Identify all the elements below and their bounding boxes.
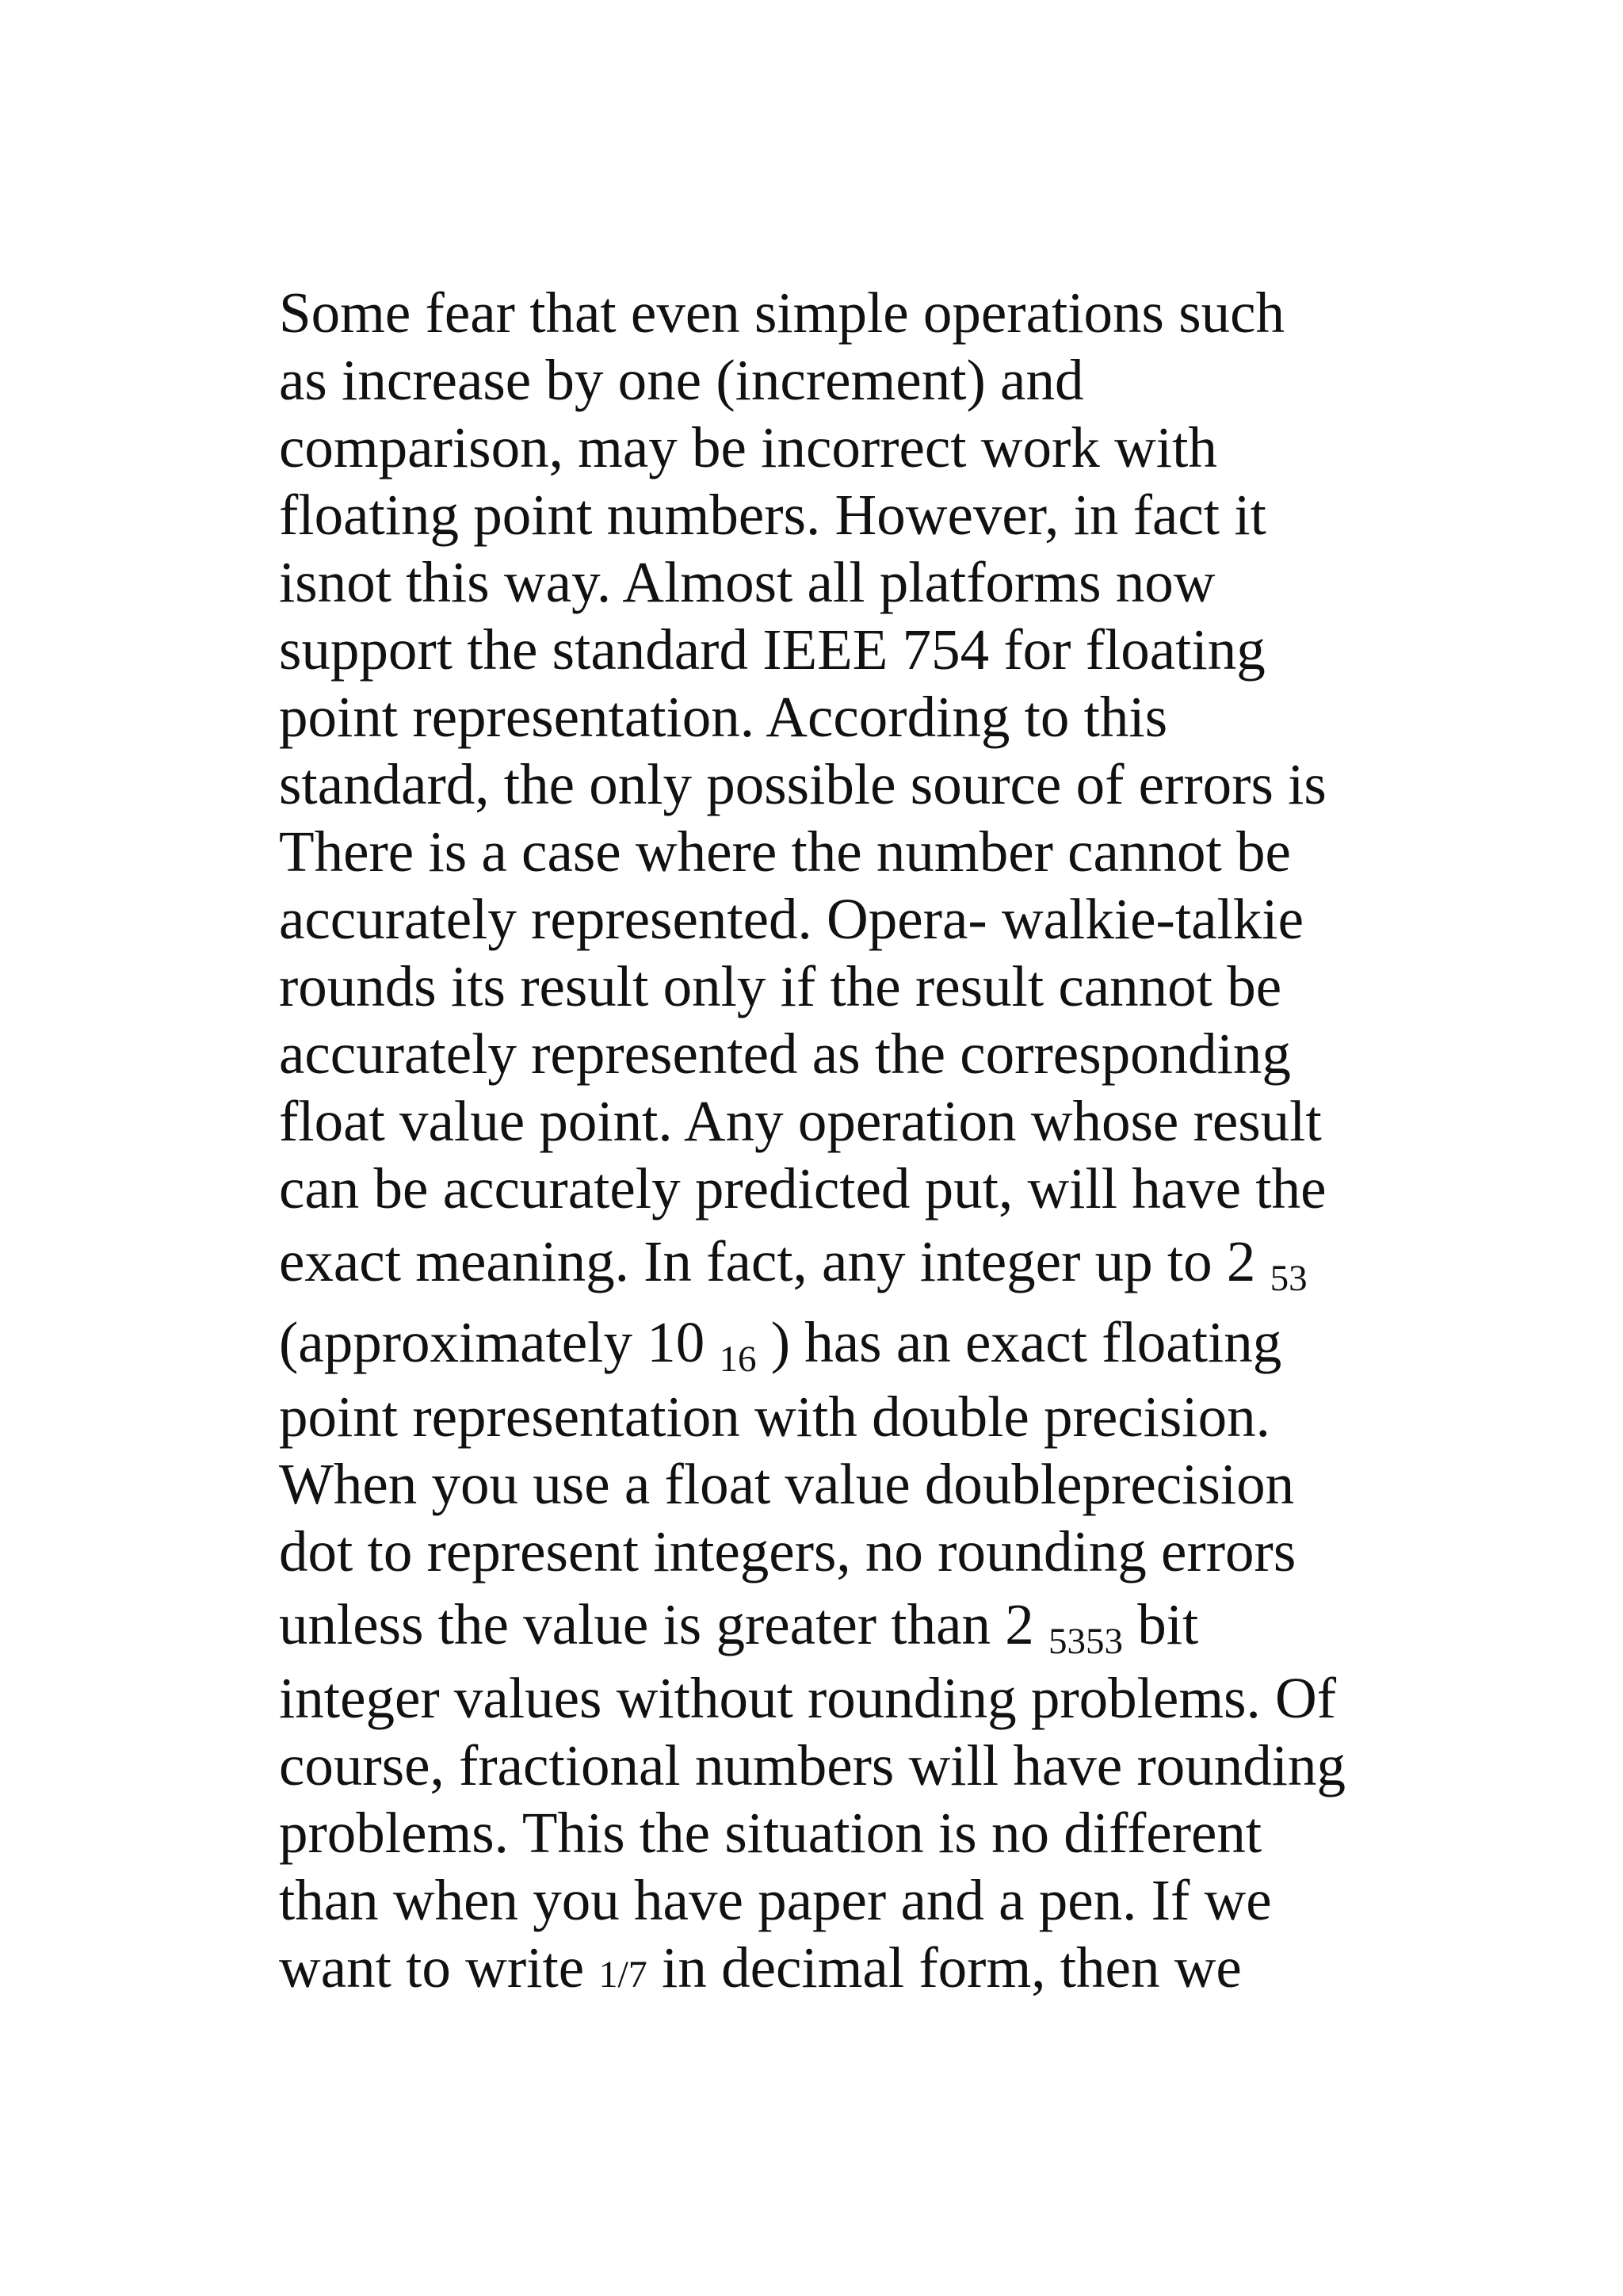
text-line: Some fear that even simple operations such <box>279 281 1285 345</box>
fraction-one-seventh: 1/7 <box>598 1954 647 1996</box>
line-text: unless the value is greater than 2 <box>279 1592 1048 1656</box>
text-line: problems. This the situation is no different <box>279 1801 1262 1865</box>
text-line: float value point. Any operation whose result <box>279 1089 1322 1153</box>
text-line: isnot this way. Almost all platforms now <box>279 550 1216 614</box>
text-line-with-exponent <box>279 1585 1373 1664</box>
text-line: When you use a float value doubleprecision <box>279 1452 1295 1516</box>
line-text: ) has an exact floating <box>756 1310 1282 1374</box>
exponent-53: 53 <box>1270 1258 1308 1299</box>
line-text: bit <box>1123 1592 1199 1656</box>
text-line: point representation with double precision. <box>279 1385 1270 1449</box>
line-text: (approximately 10 <box>279 1310 720 1374</box>
text-line: course, fractional numbers will have rounding <box>279 1733 1346 1797</box>
text-line: standard, the only possible source of errors is <box>279 752 1327 816</box>
text-line-with-exponent <box>279 1222 1373 1301</box>
text-line: can be accurately predicted put, will have the <box>279 1156 1327 1221</box>
text-line: floating point numbers. However, in fact it <box>279 483 1266 547</box>
text-line: support the standard IEEE 754 for floating <box>279 617 1266 682</box>
text-line: as increase by one (increment) and <box>279 348 1084 412</box>
text-line-with-exponent <box>279 1301 1373 1383</box>
text-line: integer values without rounding problems. Of <box>279 1666 1337 1730</box>
body-text <box>279 279 1373 2001</box>
text-line: accurately represented. Opera- walkie-talkie <box>279 887 1304 951</box>
line-text: in decimal form, then we <box>647 1935 1242 2000</box>
text-line: than when you have paper and a pen. If we <box>279 1868 1272 1932</box>
text-line: accurately represented as the corresponding <box>279 1022 1291 1086</box>
text-line: comparison, may be incorrect work with <box>279 415 1217 479</box>
text-line: rounds its result only if the result cannot be <box>279 954 1282 1018</box>
text-line: dot to represent integers, no rounding errors <box>279 1519 1296 1584</box>
line-text: want to write <box>279 1935 599 2000</box>
exponent-5353: 5353 <box>1048 1621 1123 1662</box>
text-line-with-fraction <box>279 1934 1373 2001</box>
text-line: There is a case where the number cannot be <box>279 819 1291 884</box>
text-line: point representation. According to this <box>279 685 1168 749</box>
exponent-16: 16 <box>719 1339 757 1380</box>
line-text: exact meaning. In fact, any integer up to 2 <box>279 1229 1270 1293</box>
